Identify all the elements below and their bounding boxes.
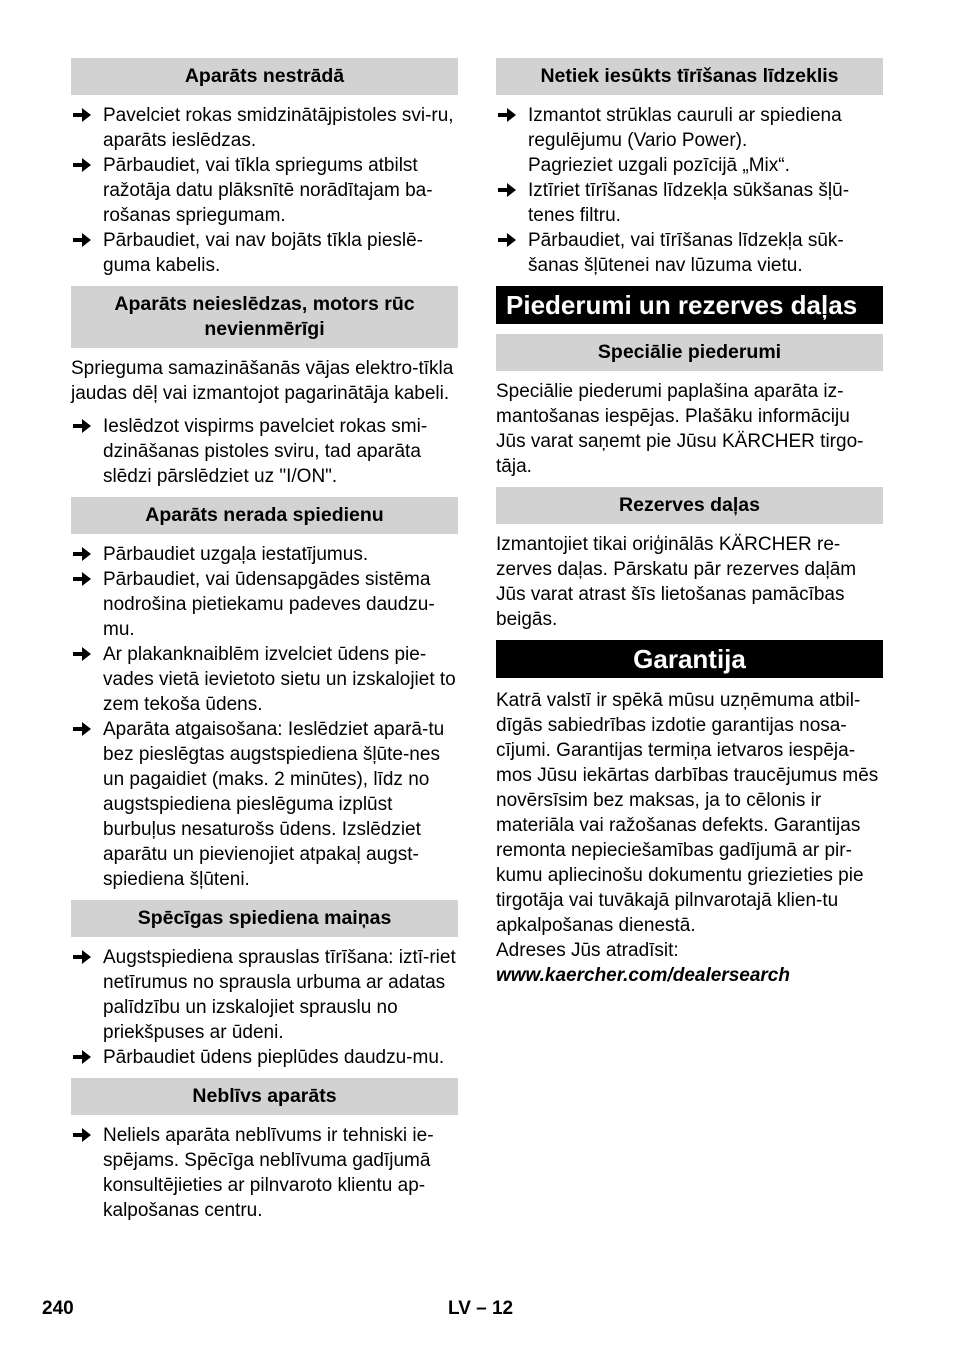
section-heading: Aparāts nestrādā <box>71 58 458 95</box>
list-item: Pārbaudiet, vai ūdensapgādes sistēma nodrošina pietiekamu padeves daudzu-mu. <box>71 567 458 642</box>
bullet-list <box>71 1123 458 1223</box>
arrow-right-icon <box>73 1128 91 1142</box>
arrow-right-icon <box>73 1050 91 1064</box>
arrow-right-icon <box>73 158 91 172</box>
list-item: Pārbaudiet, vai tīrīšanas līdzekļa sūk-šanas šļūtenei nav lūzuma vietu. <box>496 228 883 278</box>
list-item: Pavelciet rokas smidzinātājpistoles svi-ru, aparāts ieslēdzas. <box>71 103 458 153</box>
chapter-heading: Piederumi un rezerves daļas <box>496 286 883 324</box>
language-page-label: LV – 12 <box>448 1298 514 1319</box>
arrow-right-icon <box>498 108 516 122</box>
arrow-right-icon <box>498 233 516 247</box>
arrow-right-icon <box>73 547 91 561</box>
bullet-list <box>71 103 458 278</box>
list-item: Aparāta atgaisošana: Ieslēdziet aparā-tu bez pieslēgtas augstspiediena šļūte-nes un pagaidiet (maks. 2 minūtes), līdz no augstspiediena pieslēguma izplūst burbuļus nesaturošs ūdens. Izslēdziet aparātu un pievienojiet atpakaļ augst-spiediena šļūteni. <box>71 717 458 892</box>
section-heading: Aparāts neieslēdzas, motors rūc nevienmērīgi <box>71 286 458 348</box>
list-item: Ar plakanknaiblēm izvelciet ūdens pie-vades vietā ievietoto sietu un izskalojiet to zem tekoša ūdens. <box>71 642 458 717</box>
section-heading: Neblīvs aparāts <box>71 1078 458 1115</box>
paragraph: Izmantojiet tikai oriģinālās KÄRCHER re-zerves daļas. Pārskatu pār rezerves daļām Jūs varat atrast šīs lietošanas pamācības beigās. <box>496 534 857 630</box>
arrow-right-icon <box>73 108 91 122</box>
arrow-right-icon <box>498 183 516 197</box>
dealer-search-link[interactable]: www.kaercher.com/dealersearch <box>496 965 790 986</box>
list-item: Ieslēdzot vispirms pavelciet rokas smi-dzināšanas pistoles sviru, tad aparāta slēdzi pārslēdziet uz "I/ON". <box>71 414 458 489</box>
list-item-continuation: Pagrieziet uzgali pozīcijā „Mix“. <box>528 155 790 176</box>
section-heading: Speciālie piederumi <box>496 334 883 371</box>
paragraph: Speciālie piederumi paplašina aparāta iz-mantošanas iespējas. Plašāku informāciju Jūs varat saņemt pie Jūsu KÄRCHER tirgo-tāja. <box>496 381 864 477</box>
paragraph: Sprieguma samazināšanās vājas elektro-tīkla jaudas dēļ vai izmantojot pagarinātāja kabeli. <box>71 358 454 404</box>
list-item: Pārbaudiet ūdens pieplūdes daudzu-mu. <box>71 1045 458 1070</box>
arrow-right-icon <box>73 950 91 964</box>
list-item: Pārbaudiet, vai nav bojāts tīkla pieslē-guma kabelis. <box>71 228 458 278</box>
page-number: 240 <box>42 1298 74 1319</box>
arrow-right-icon <box>73 572 91 586</box>
bullet-list <box>71 945 458 1070</box>
section-heading: Spēcīgas spiediena maiņas <box>71 900 458 937</box>
bullet-list <box>71 414 458 489</box>
bullet-list <box>496 103 883 278</box>
list-item: Neliels aparāta neblīvums ir tehniski ie-spējams. Spēcīga neblīvuma gadījumā konsultējieties ar pilnvaroto klientu ap-kalpošanas centru. <box>71 1123 458 1223</box>
list-item: Pārbaudiet, vai tīkla spriegums atbilst ražotāja datu plāksnītē norādītajam ba-rošanas spriegumam. <box>71 153 458 228</box>
section-heading: Netiek iesūkts tīrīšanas līdzeklis <box>496 58 883 95</box>
list-item: Pārbaudiet uzgaļa iestatījumus. <box>71 542 458 567</box>
left-column <box>71 58 458 1231</box>
arrow-right-icon <box>73 647 91 661</box>
right-column <box>496 58 883 996</box>
arrow-right-icon <box>73 722 91 736</box>
chapter-heading: Garantija <box>496 640 883 678</box>
bullet-list <box>71 542 458 892</box>
arrow-right-icon <box>73 419 91 433</box>
arrow-right-icon <box>73 233 91 247</box>
list-item: Augstspiediena sprauslas tīrīšana: iztī-riet netīrumus no sprausla urbuma ar adatas palīdzību un izskalojiet sprauslu no priekšpuses ar ūdeni. <box>71 945 458 1045</box>
list-item: Iztīriet tīrīšanas līdzekļa sūkšanas šļū-tenes filtru. <box>496 178 883 228</box>
list-item: Izmantot strūklas cauruli ar spiediena regulējumu (Vario Power). Pagrieziet uzgali pozīcijā „Mix“. <box>496 103 883 178</box>
address-label: Adreses Jūs atradīsit: <box>496 940 679 961</box>
section-heading: Rezerves daļas <box>496 487 883 524</box>
paragraph: Katrā valstī ir spēkā mūsu uzņēmuma atbil-dīgās sabiedrības izdotie garantijas nosa-cījumi. Garantijas termiņa ietvaros iespēja-mos Jūsu iekārtas darbības traucējumus mēs novērsīsim bez maksas, ja to cēlonis ir materiāla vai ražošanas defekts. Garantijas remonta nepieciešamības gadījumā ar pir-kumu apliecinošu dokumentu griezieties pie tirgotāja vai tuvākajā pilnvarotajā klien-tu apkalpošanas dienestā. <box>496 690 879 936</box>
section-heading: Aparāts nerada spiedienu <box>71 497 458 534</box>
